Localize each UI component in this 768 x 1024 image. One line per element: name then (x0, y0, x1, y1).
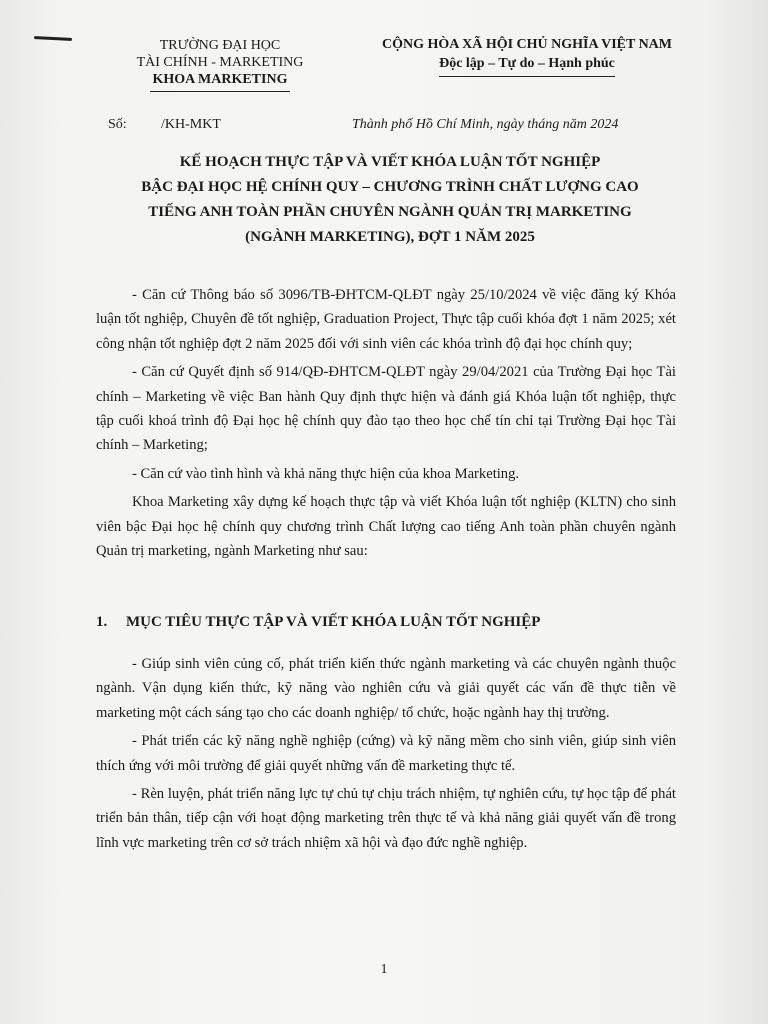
title-line-4: (NGÀNH MARKETING), ĐỢT 1 NĂM 2025 (245, 229, 535, 245)
document-title (60, 150, 720, 250)
legal-basis-1: - Căn cứ Thông báo số 3096/TB-ĐHTCM-QLĐT ngày 25/10/2024 về việc đăng ký Khóa luận tốt nghiệp, Chuyên đề tốt nghiệp, Graduation Project, Thực tập cuối khóa đợt 1 năm 2025; xét công nhận tốt nghiệp đợt 2 năm 2025 đối với sinh viên các khóa trình độ đại học chính quy; (96, 287, 676, 352)
section-title: MỤC TIÊU THỰC TẬP VÀ VIẾT KHÓA LUẬN TỐT NGHIỆP (126, 614, 541, 630)
country-name: CỘNG HÒA XÃ HỘI CHỦ NGHĨA VIỆT NAM (381, 37, 672, 52)
section-number: 1. (96, 614, 108, 630)
university-name-line1: TRƯỜNG ĐẠI HỌC (159, 38, 281, 53)
section-heading (96, 614, 696, 631)
place-and-date: Thành phố Hồ Chí Minh, ngày tháng năm 2024 (352, 117, 619, 132)
title-line-2: BẬC ĐẠI HỌC HỆ CHÍNH QUY – CHƯƠNG TRÌNH CHẤT LƯỢNG CAO (141, 179, 639, 195)
motto-underline (439, 76, 615, 77)
title-line-3: TIẾNG ANH TOÀN PHẦN CHUYÊN NGÀNH QUẢN TRỊ MARKETING (148, 204, 632, 220)
plan-intro: Khoa Marketing xây dựng kế hoạch thực tập và viết Khóa luận tốt nghiệp (KLTN) cho sinh viên bậc Đại học hệ chính quy chương trình Chất lượng cao tiếng Anh toàn phần chuyên ngành Quản trị marketing, ngành Marketing như sau: (96, 494, 676, 560)
legal-basis-2: - Căn cứ Quyết định số 914/QĐ-ĐHTCM-QLĐT ngày 29/04/2021 của Trường Đại học Tài chính – Marketing về việc Ban hành Quy định thực hiện và đánh giá Khóa luận tốt nghiệp, thực tập cuối khoá trình độ Đại học hệ chính quy đào tạo theo học chế tín chỉ tại Trường Đại học Tài chính – Marketing; (96, 364, 676, 454)
department-underline (150, 91, 290, 92)
pen-mark (34, 36, 72, 41)
document-number: /KH-MKT (161, 117, 221, 132)
legal-basis-3: - Căn cứ vào tình hình và khả năng thực hiện của khoa Marketing. (132, 465, 520, 482)
section-body (96, 652, 676, 859)
page-number: 1 (380, 962, 388, 977)
objective-1: - Giúp sinh viên củng cố, phát triển kiến thức ngành marketing và các chuyên ngành thuộc ngành. Vận dụng kiến thức, kỹ năng vào nghiên cứu và giải quyết các vấn đề thực tiễn về marketing một cách sáng tạo cho các doanh nghiệp/ tổ chức, hoặc ngành hay thị trường. (96, 656, 676, 721)
document-number-label: Số: (108, 117, 127, 132)
national-header (352, 35, 702, 77)
motto-block (439, 54, 615, 77)
preamble (96, 283, 676, 567)
objective-2: - Phát triển các kỹ năng nghề nghiệp (cứng) và kỹ năng mềm cho sinh viên, giúp sinh viên thích ứng với môi trường để giải quyết những vấn đề marketing thực tế. (96, 733, 676, 774)
university-name-line2: TÀI CHÍNH - MARKETING (136, 55, 304, 70)
title-line-1: KẾ HOẠCH THỰC TẬP VÀ VIẾT KHÓA LUẬN TỐT NGHIỆP (179, 154, 601, 170)
university-header (100, 37, 340, 92)
national-motto: Độc lập – Tự do – Hạnh phúc (439, 56, 615, 71)
department-name: KHOA MARKETING (152, 72, 288, 87)
objective-3: - Rèn luyện, phát triển năng lực tự chủ tự chịu trách nhiệm, tự nghiên cứu, tự học tập để phát triển bản thân, tiếp cận với hoạt động marketing trên thực tế và khả năng giải quyết vấn đề trong lĩnh vực marketing trên cơ sở trách nhiệm xã hội và đạo đức nghề nghiệp. (96, 786, 676, 851)
